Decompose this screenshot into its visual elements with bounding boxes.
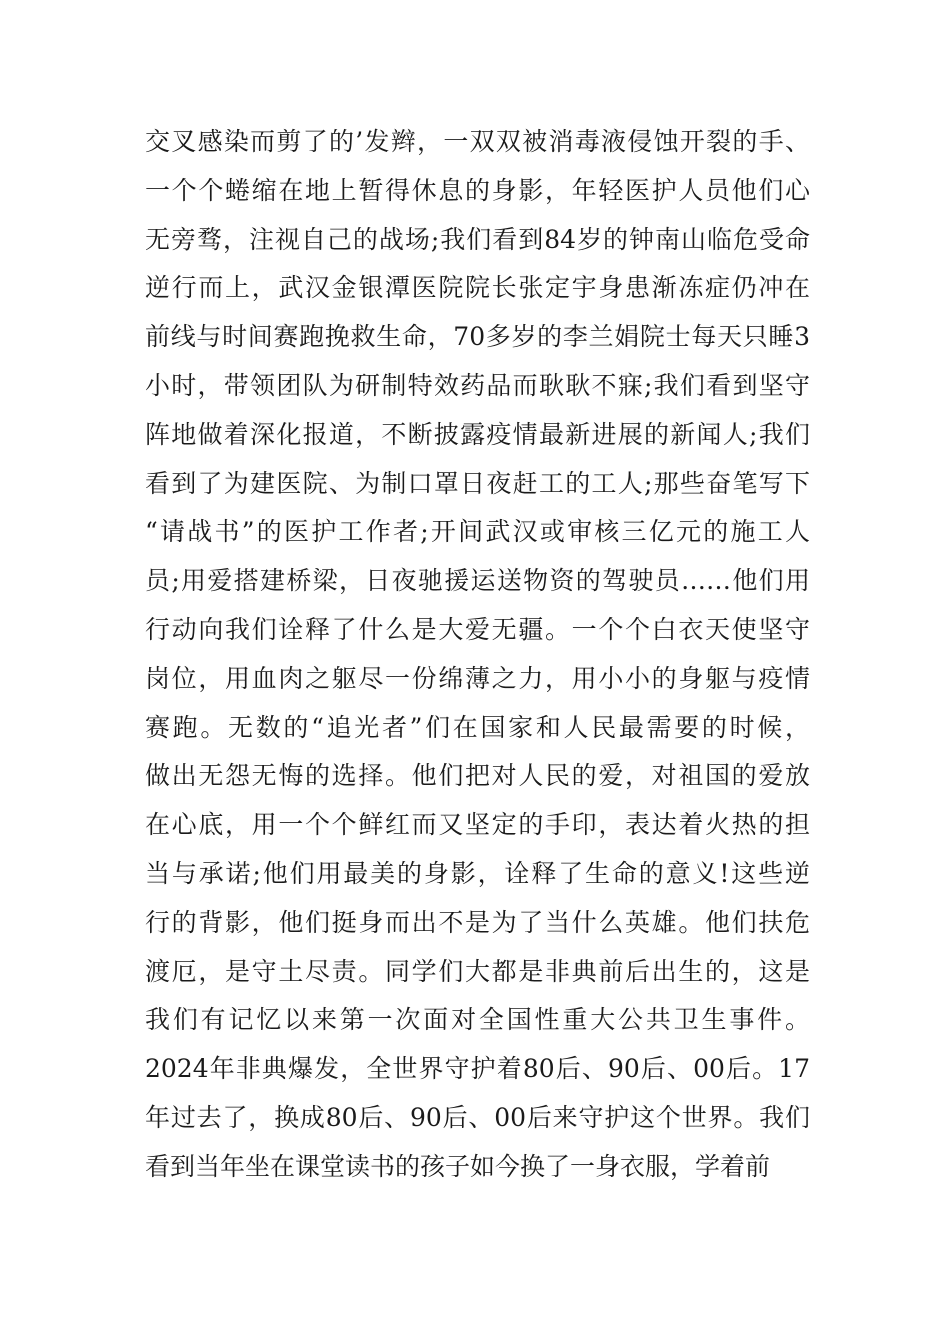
text-line: 我们有记忆以来第一次面对全国性重大公共卫生事件。 xyxy=(145,1005,810,1035)
text-line: 逆行而上，武汉金银潭医院院长张定宇身患渐冻症仍冲在 xyxy=(145,273,810,303)
text-line: 渡厄，是守土尽责。同学们大都是非典前后出生的，这是 xyxy=(145,956,810,986)
text-line: 行的背影，他们挺身而出不是为了当什么英雄。他们扶危 xyxy=(145,907,810,937)
text-line: 阵地做着深化报道，不断披露疫情最新进展的新闻人;我们 xyxy=(145,419,810,449)
text-line: 无旁骛，注视自己的战场;我们看到84岁的钟南山临危受命 xyxy=(145,224,810,254)
text-line: 2024年非典爆发，全世界守护着80后、90后、00后。17 xyxy=(145,1054,810,1084)
text-line: 看到了为建医院、为制口罩日夜赶工的工人;那些奋笔写下 xyxy=(145,468,810,498)
text-line: 当与承诺;他们用最美的身影，诠释了生命的意义!这些逆 xyxy=(145,858,810,888)
text-line: 岗位，用血肉之躯尽一份绵薄之力，用小小的身躯与疫情 xyxy=(145,663,810,693)
text-line: 看到当年坐在课堂读书的孩子如今换了一身衣服，学着前 xyxy=(145,1151,771,1181)
text-line: 员;用爱搭建桥梁，日夜驰援运送物资的驾驶员……他们用 xyxy=(145,566,810,596)
text-line: 前线与时间赛跑挽救生命，70多岁的李兰娟院士每天只睡3 xyxy=(145,322,810,352)
text-line: 赛跑。无数的“追光者”们在国家和人民最需要的时候， xyxy=(145,712,810,742)
body-text xyxy=(145,118,810,1192)
text-line: “请战书”的医护工作者;开间武汉或审核三亿元的施工人 xyxy=(145,517,810,547)
text-line: 在心底，用一个个鲜红而又坚定的手印，表达着火热的担 xyxy=(145,810,810,840)
text-line: 小时，带领团队为研制特效药品而耿耿不寐;我们看到坚守 xyxy=(145,370,810,400)
text-line: 行动向我们诠释了什么是大爱无疆。一个个白衣天使坚守 xyxy=(145,614,810,644)
text-line: 做出无怨无悔的选择。他们把对人民的爱，对祖国的爱放 xyxy=(145,761,810,791)
text-line: 一个个蜷缩在地上暂得休息的身影，年轻医护人员他们心 xyxy=(145,175,810,205)
text-line: 年过去了，换成80后、90后、00后来守护这个世界。我们 xyxy=(145,1102,810,1132)
text-line: 交叉感染而剪了的’发辫，一双双被消毒液侵蚀开裂的手、 xyxy=(145,127,810,156)
